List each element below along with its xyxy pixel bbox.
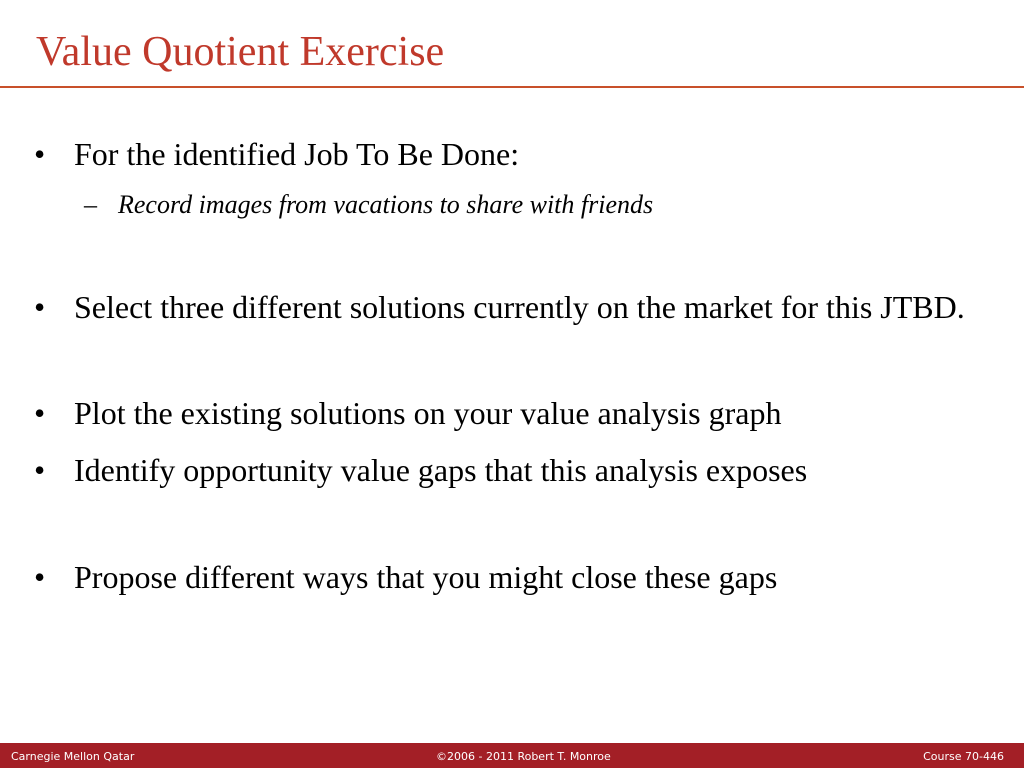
footer-copyright: ©2006 - 2011 Robert T. Monroe	[436, 750, 611, 763]
slide-title: Value Quotient Exercise	[36, 29, 445, 75]
bullet-glyph: •	[34, 452, 46, 488]
bullet-text: Propose different ways that you might close these gaps	[74, 559, 778, 595]
bullet-text: For the identified Job To Be Done:	[74, 136, 520, 172]
bullet-text: Plot the existing solutions on your value analysis graph	[74, 395, 782, 431]
bullet-glyph: •	[34, 395, 46, 431]
bullet-text: Select three different solutions currently on the market for this JTBD.	[74, 289, 965, 325]
footer-institution: Carnegie Mellon Qatar	[11, 750, 135, 763]
bullet-item-1	[34, 131, 984, 177]
sub-bullet-item-1	[84, 188, 934, 222]
bullet-glyph: •	[34, 289, 46, 325]
bullet-item-2	[34, 284, 984, 330]
footer-bar	[0, 743, 1024, 768]
bullet-glyph: •	[34, 559, 46, 595]
sub-bullet-glyph: –	[84, 190, 97, 219]
bullet-text: Identify opportunity value gaps that this analysis exposes	[74, 452, 808, 488]
bullet-item-4	[34, 447, 984, 493]
sub-bullet-text: Record images from vacations to share with friends	[118, 190, 654, 219]
title-divider	[0, 86, 1024, 88]
bullet-glyph: •	[34, 136, 46, 172]
bullet-item-5	[34, 554, 984, 600]
bullet-item-3	[34, 390, 984, 436]
footer-course: Course 70-446	[923, 750, 1004, 763]
